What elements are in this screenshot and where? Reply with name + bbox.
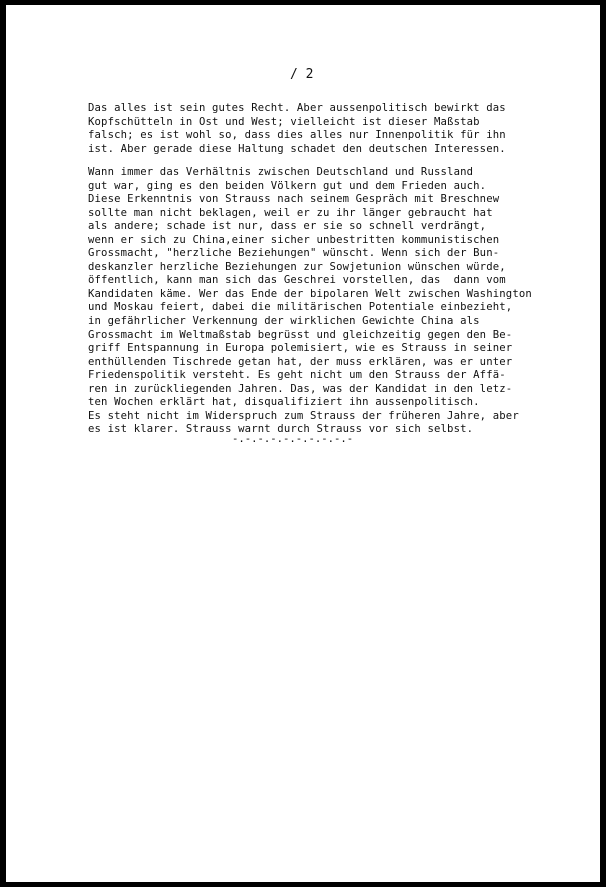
text-line: enthüllenden Tischrede getan hat, der muss erklären, was er unter [88, 355, 513, 368]
text-line: ist. Aber gerade diese Haltung schadet den deutschen Interessen. [88, 142, 506, 155]
paragraph-1 [88, 102, 506, 156]
page-number: / 2 [290, 67, 314, 82]
text-line: Wann immer das Verhältnis zwischen Deutschland und Russland [88, 166, 474, 178]
text-line: Kopfschütteln in Ost und West; vielleicht ist dieser Maßstab [88, 115, 480, 128]
paragraph-2 [88, 166, 532, 437]
text-line: wenn er sich zu China,einer sicher unbestritten kommunistischen [88, 233, 500, 246]
text-line: in gefährlicher Verkennung der wirklichen Gewichte China als [88, 315, 480, 328]
text-line: als andere; schade ist nur, dass er sie so schnell verdrängt, [88, 220, 487, 233]
text-line: ten Wochen erklärt hat, disqualifiziert ihn aussenpolitisch. [88, 396, 480, 409]
text-line: deskanzler herzliche Beziehungen zur Sowjetunion wünschen würde, [88, 260, 506, 273]
text-line: Grossmacht, "herzliche Beziehungen" wünscht. Wenn sich der Bun- [88, 247, 500, 260]
document-page [6, 5, 600, 882]
text-line: griff Entspannung in Europa polemisiert, wie es Strauss in seiner [88, 342, 513, 355]
text-line: Das alles ist sein gutes Recht. Aber aussenpolitisch bewirkt das [88, 102, 506, 114]
text-line: und Moskau feiert, dabei die militärischen Potentiale einbezieht, [88, 301, 513, 314]
text-line: Es steht nicht im Widerspruch zum Strauss der früheren Jahre, aber [88, 409, 519, 422]
text-line: Kandidaten käme. Wer das Ende der bipolaren Welt zwischen Washington [88, 287, 532, 300]
text-line: falsch; es ist wohl so, dass dies alles nur Innenpolitik für ihn [88, 129, 506, 142]
text-line: öffentlich, kann man sich das Geschrei vorstellen, das dann vom [88, 274, 506, 287]
text-line: Friedenspolitik versteht. Es geht nicht um den Strauss der Affä- [88, 369, 506, 382]
text-line: ren in zurückliegenden Jahren. Das, was der Kandidat in den letz- [88, 382, 513, 395]
text-line: Diese Erkenntnis von Strauss nach seinem Gespräch mit Breschnew [88, 193, 500, 206]
text-line: gut war, ging es den beiden Völkern gut und dem Frieden auch. [88, 179, 487, 192]
section-separator: -.-.-.-.-.-.-.-.-.- [232, 433, 354, 445]
text-line: Grossmacht im Weltmaßstab begrüsst und gleichzeitig gegen den Be- [88, 328, 513, 341]
text-line: sollte man nicht beklagen, weil er zu ihr länger gebraucht hat [88, 206, 493, 219]
text-line: es ist klarer. Strauss warnt durch Strauss vor sich selbst. [88, 423, 474, 436]
